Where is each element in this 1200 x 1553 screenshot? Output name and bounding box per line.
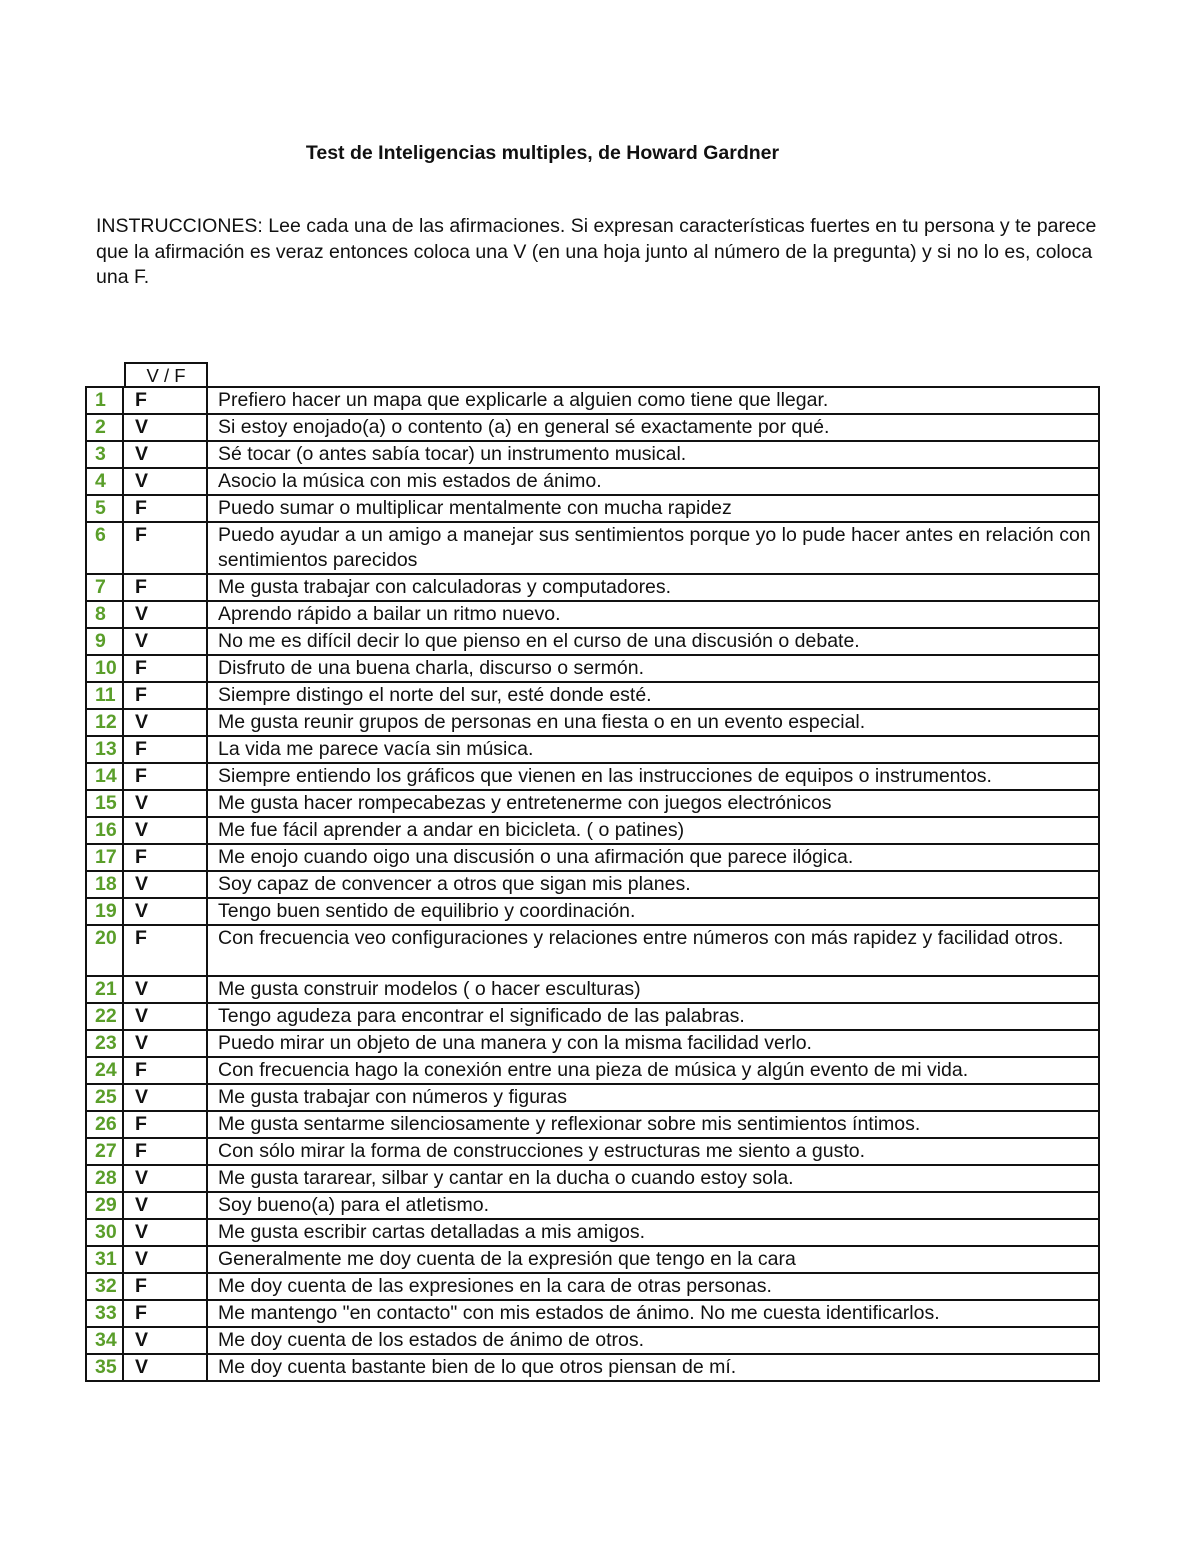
question-row <box>86 1111 1099 1138</box>
statement-text: Generalmente me doy cuenta de la expresión que tengo en la cara <box>207 1246 1099 1273</box>
statement-text: Me doy cuenta bastante bien de lo que otros piensan de mí. <box>207 1354 1099 1381</box>
question-number: 23 <box>86 1030 123 1057</box>
question-number: 13 <box>86 736 123 763</box>
answer-cell[interactable]: F <box>123 522 207 574</box>
answer-cell[interactable]: F <box>123 763 207 790</box>
answer-cell[interactable]: V <box>123 1084 207 1111</box>
question-row <box>86 495 1099 522</box>
question-row <box>86 601 1099 628</box>
question-row <box>86 414 1099 441</box>
answer-cell[interactable]: F <box>123 655 207 682</box>
statement-text: Puedo mirar un objeto de una manera y con la misma facilidad verlo. <box>207 1030 1099 1057</box>
statement-text: Me enojo cuando oigo una discusión o una afirmación que parece ilógica. <box>207 844 1099 871</box>
statement-text: Siempre entiendo los gráficos que vienen en las instrucciones de equipos o instrumentos. <box>207 763 1099 790</box>
question-row <box>86 1300 1099 1327</box>
statement-text: Me gusta trabajar con números y figuras <box>207 1084 1099 1111</box>
answer-cell[interactable]: F <box>123 1111 207 1138</box>
statement-text: Me gusta tararear, silbar y cantar en la ducha o cuando estoy sola. <box>207 1165 1099 1192</box>
question-row <box>86 1327 1099 1354</box>
answer-cell[interactable]: V <box>123 1219 207 1246</box>
question-row <box>86 763 1099 790</box>
answer-cell[interactable]: V <box>123 898 207 925</box>
question-row <box>86 898 1099 925</box>
question-row <box>86 628 1099 655</box>
statement-text: Me doy cuenta de los estados de ánimo de otros. <box>207 1327 1099 1354</box>
question-row <box>86 441 1099 468</box>
question-row <box>86 925 1099 976</box>
statement-text: Con frecuencia hago la conexión entre una pieza de música y algún evento de mi vida. <box>207 1057 1099 1084</box>
question-number: 28 <box>86 1165 123 1192</box>
statement-text: Me gusta construir modelos ( o hacer esculturas) <box>207 976 1099 1003</box>
statement-text: Con sólo mirar la forma de construcciones y estructuras me siento a gusto. <box>207 1138 1099 1165</box>
question-row <box>86 709 1099 736</box>
answer-cell[interactable]: V <box>123 1165 207 1192</box>
question-number: 29 <box>86 1192 123 1219</box>
question-number: 27 <box>86 1138 123 1165</box>
question-row <box>86 790 1099 817</box>
statement-text: Me fue fácil aprender a andar en bicicleta. ( o patines) <box>207 817 1099 844</box>
answer-cell[interactable]: F <box>123 1057 207 1084</box>
statement-text: Sé tocar (o antes sabía tocar) un instrumento musical. <box>207 441 1099 468</box>
questions-table <box>85 386 1100 1382</box>
question-row <box>86 871 1099 898</box>
question-row <box>86 574 1099 601</box>
statement-text: Asocio la música con mis estados de ánimo. <box>207 468 1099 495</box>
answer-cell[interactable]: F <box>123 844 207 871</box>
answer-cell[interactable]: V <box>123 1327 207 1354</box>
statement-text: No me es difícil decir lo que pienso en el curso de una discusión o debate. <box>207 628 1099 655</box>
statement-text: Aprendo rápido a bailar un ritmo nuevo. <box>207 601 1099 628</box>
question-number: 25 <box>86 1084 123 1111</box>
question-number: 31 <box>86 1246 123 1273</box>
question-row <box>86 1138 1099 1165</box>
answer-cell[interactable]: V <box>123 414 207 441</box>
question-number: 3 <box>86 441 123 468</box>
statement-text: Puedo ayudar a un amigo a manejar sus sentimientos porque yo lo pude hacer antes en relación con sentimientos parecidos <box>207 522 1099 574</box>
question-row <box>86 522 1099 574</box>
question-number: 4 <box>86 468 123 495</box>
answer-cell[interactable]: F <box>123 495 207 522</box>
answer-cell[interactable]: V <box>123 1003 207 1030</box>
statement-text: Siempre distingo el norte del sur, esté donde esté. <box>207 682 1099 709</box>
question-number: 30 <box>86 1219 123 1246</box>
answer-cell[interactable]: V <box>123 1192 207 1219</box>
answer-cell[interactable]: F <box>123 736 207 763</box>
question-number: 34 <box>86 1327 123 1354</box>
question-row <box>86 682 1099 709</box>
question-number: 2 <box>86 414 123 441</box>
statement-text: Me gusta hacer rompecabezas y entretenerme con juegos electrónicos <box>207 790 1099 817</box>
question-row <box>86 1219 1099 1246</box>
question-row <box>86 655 1099 682</box>
question-number: 5 <box>86 495 123 522</box>
answer-cell[interactable]: V <box>123 1030 207 1057</box>
statement-text: Tengo buen sentido de equilibrio y coordinación. <box>207 898 1099 925</box>
question-number: 22 <box>86 1003 123 1030</box>
statement-text: Tengo agudeza para encontrar el significado de las palabras. <box>207 1003 1099 1030</box>
statement-text: Con frecuencia veo configuraciones y relaciones entre números con más rapidez y facilidad otros. <box>207 925 1099 976</box>
question-row <box>86 976 1099 1003</box>
question-number: 8 <box>86 601 123 628</box>
instructions-paragraph: INSTRUCCIONES: Lee cada una de las afirmaciones. Si expresan características fuertes en tu persona y te parece que la afirmación es veraz entonces coloca una V (en una hoja junto al número de la pregunta) y si no lo es, coloca una F. <box>96 215 1097 288</box>
question-number: 7 <box>86 574 123 601</box>
question-number: 19 <box>86 898 123 925</box>
answer-cell[interactable]: F <box>123 574 207 601</box>
document-title: Test de Inteligencias multiples, de Howard Gardner <box>305 142 780 164</box>
statement-text: Me gusta reunir grupos de personas en una fiesta o en un evento especial. <box>207 709 1099 736</box>
statement-text: La vida me parece vacía sin música. <box>207 736 1099 763</box>
question-row <box>86 1246 1099 1273</box>
answer-cell[interactable]: V <box>123 871 207 898</box>
questions-table-body <box>86 387 1099 1381</box>
statement-text: Me mantengo "en contacto" con mis estados de ánimo. No me cuesta identificarlos. <box>207 1300 1099 1327</box>
question-number: 9 <box>86 628 123 655</box>
question-number: 21 <box>86 976 123 1003</box>
question-row <box>86 817 1099 844</box>
answer-cell[interactable]: F <box>123 925 207 976</box>
answer-cell[interactable]: V <box>123 441 207 468</box>
statement-text: Me doy cuenta de las expresiones en la cara de otras personas. <box>207 1273 1099 1300</box>
answer-cell[interactable]: V <box>123 1354 207 1381</box>
question-number: 11 <box>86 682 123 709</box>
statement-text: Me gusta trabajar con calculadoras y computadores. <box>207 574 1099 601</box>
question-number: 12 <box>86 709 123 736</box>
statement-text: Prefiero hacer un mapa que explicarle a alguien como tiene que llegar. <box>207 387 1099 414</box>
question-row <box>86 844 1099 871</box>
statement-text: Me gusta escribir cartas detalladas a mis amigos. <box>207 1219 1099 1246</box>
question-row <box>86 1030 1099 1057</box>
statement-text: Soy bueno(a) para el atletismo. <box>207 1192 1099 1219</box>
question-row <box>86 1165 1099 1192</box>
question-number: 16 <box>86 817 123 844</box>
question-number: 15 <box>86 790 123 817</box>
answer-cell[interactable]: V <box>123 709 207 736</box>
answer-cell[interactable]: V <box>123 790 207 817</box>
answer-cell[interactable]: V <box>123 1246 207 1273</box>
answer-cell[interactable]: F <box>123 1273 207 1300</box>
question-number: 33 <box>86 1300 123 1327</box>
statement-text: Disfruto de una buena charla, discurso o sermón. <box>207 655 1099 682</box>
question-row <box>86 1354 1099 1381</box>
answer-cell[interactable]: V <box>123 817 207 844</box>
question-row <box>86 1192 1099 1219</box>
question-number: 10 <box>86 655 123 682</box>
statement-text: Soy capaz de convencer a otros que sigan mis planes. <box>207 871 1099 898</box>
answer-cell[interactable]: V <box>123 601 207 628</box>
answer-cell[interactable]: F <box>123 1300 207 1327</box>
question-number: 14 <box>86 763 123 790</box>
question-row <box>86 1273 1099 1300</box>
question-number: 20 <box>86 925 123 976</box>
answer-cell[interactable]: V <box>123 468 207 495</box>
question-row <box>86 736 1099 763</box>
question-number: 17 <box>86 844 123 871</box>
answer-cell[interactable]: V <box>123 628 207 655</box>
statement-text: Me gusta sentarme silenciosamente y reflexionar sobre mis sentimientos íntimos. <box>207 1111 1099 1138</box>
question-number: 6 <box>86 522 123 574</box>
answer-cell[interactable]: V <box>123 976 207 1003</box>
question-row <box>86 387 1099 414</box>
question-number: 32 <box>86 1273 123 1300</box>
vf-column-header: V / F <box>124 362 208 386</box>
statement-text: Puedo sumar o multiplicar mentalmente con mucha rapidez <box>207 495 1099 522</box>
question-number: 1 <box>86 387 123 414</box>
question-number: 35 <box>86 1354 123 1381</box>
statement-text: Si estoy enojado(a) o contento (a) en general sé exactamente por qué. <box>207 414 1099 441</box>
question-row <box>86 468 1099 495</box>
question-row <box>86 1084 1099 1111</box>
question-number: 26 <box>86 1111 123 1138</box>
question-number: 24 <box>86 1057 123 1084</box>
answer-cell[interactable]: F <box>123 682 207 709</box>
question-row <box>86 1003 1099 1030</box>
answer-cell[interactable]: F <box>123 1138 207 1165</box>
question-row <box>86 1057 1099 1084</box>
question-number: 18 <box>86 871 123 898</box>
answer-cell[interactable]: F <box>123 387 207 414</box>
